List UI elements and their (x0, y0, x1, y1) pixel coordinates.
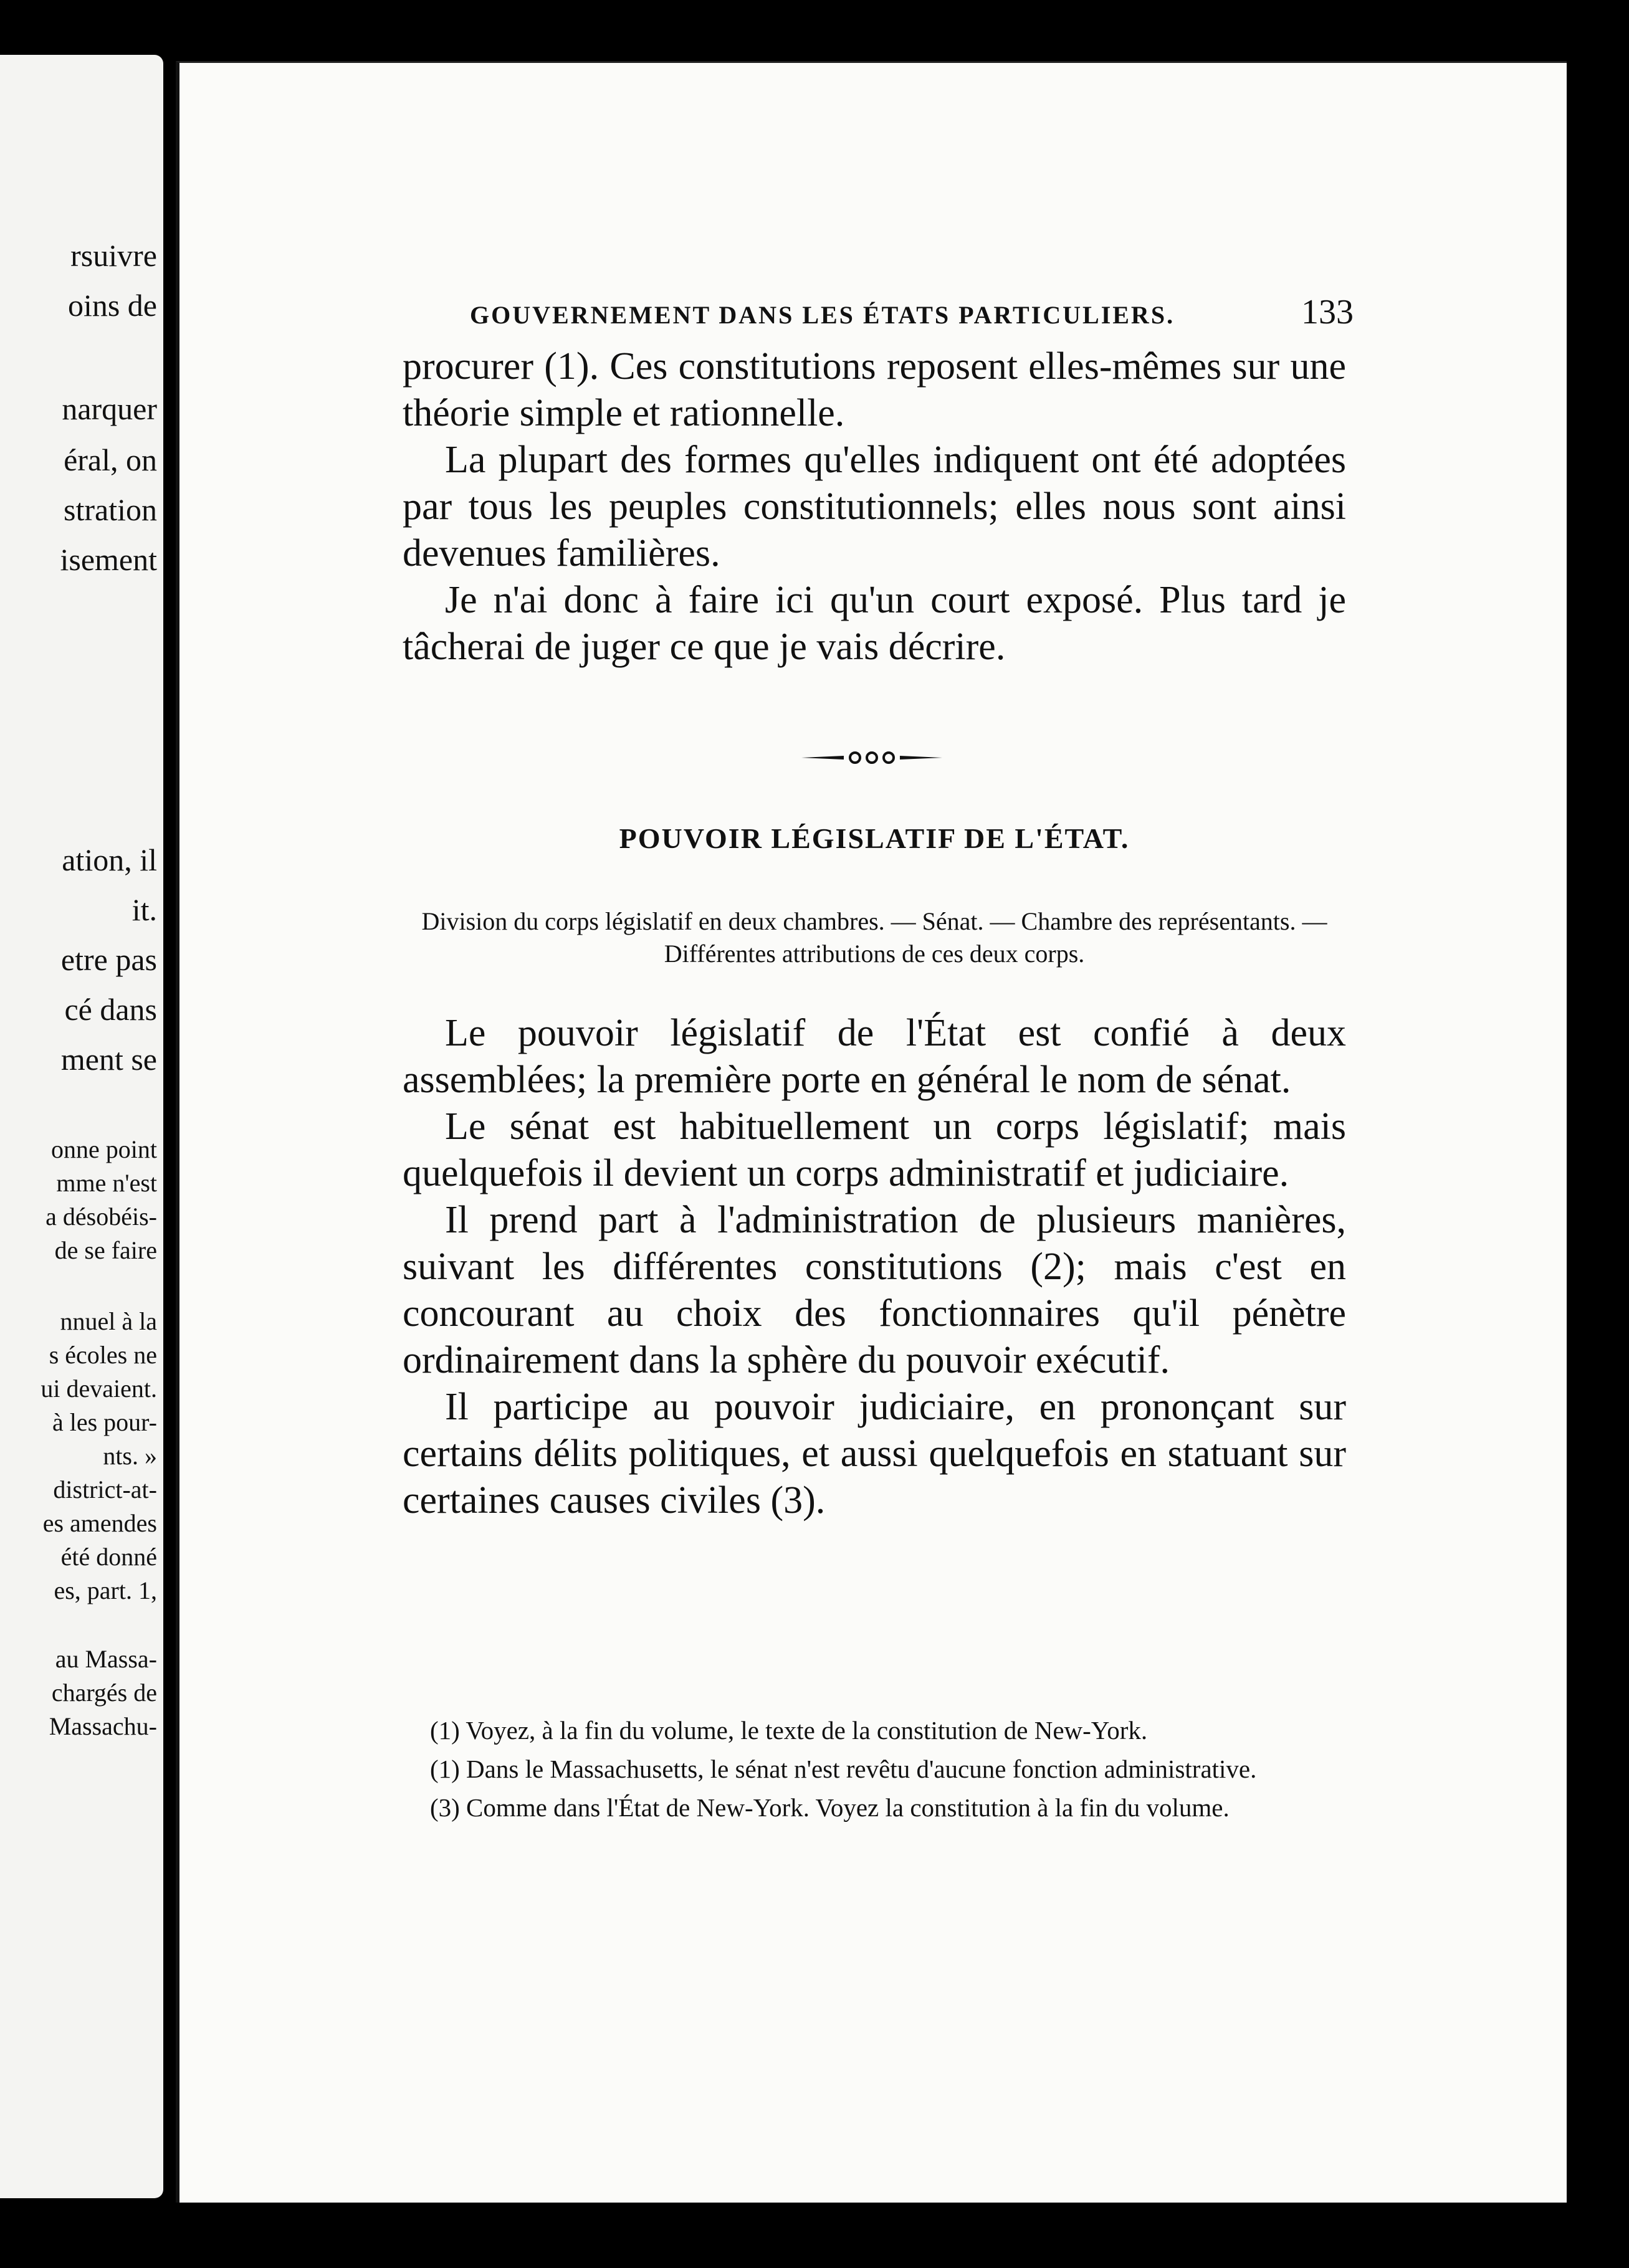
body-paragraph: Le sénat est habituellement un corps législatif; mais quelquefois il devient un corps administratif et judiciaire. (403, 1105, 1346, 1194)
left-page-line: etre pas (60, 942, 157, 977)
left-page-line: es amendes (42, 1509, 157, 1537)
left-page-line: narquer (62, 391, 157, 426)
page-number: 133 (1301, 293, 1354, 331)
left-page-line: it. (131, 892, 157, 927)
left-page-line: rsuivre (70, 238, 157, 273)
left-page-line: mme n'est (56, 1169, 157, 1197)
left-page-line: nnuel à la (60, 1307, 157, 1335)
left-page-line: isement (60, 542, 157, 577)
body-paragraph: Il participe au pouvoir judiciaire, en prononçant sur certains délits politiques, et aussi quelquefois en statuant sur certaines causes civiles (3). (403, 1386, 1346, 1522)
left-page-line: Massachu- (49, 1712, 157, 1740)
left-page-line: cé dans (64, 992, 157, 1027)
main-text (403, 1010, 1346, 1524)
left-page-line: chargés de (51, 1679, 157, 1707)
intro-paragraph: Je n'ai donc à faire ici qu'un court exposé. Plus tard je tâcherai de juger ce que je vais décrire. (403, 579, 1346, 668)
intro-paragraph: La plupart des formes qu'elles indiquent ont été adoptées par tous les peuples constitutionnels; elles nous sont ainsi devenues familières. (403, 439, 1346, 574)
book-spine (163, 50, 174, 2212)
left-page-line: éral, on (64, 442, 157, 477)
section-ornament (800, 748, 943, 767)
left-page-line: à les pour- (52, 1408, 157, 1436)
left-page-line: onne point (51, 1135, 157, 1163)
body-paragraph: Il prend part à l'administration de plusieurs manières, suivant les différentes constitutions (2); mais c'est en concourant au choix des fonctionnaires qu'il pénètre ordinairement dans la sphère du pouvoir exécutif. (403, 1199, 1346, 1381)
left-page-line: au Massa- (55, 1645, 157, 1673)
left-page-line: ation, il (62, 842, 157, 877)
main-page (176, 61, 1567, 2203)
left-page-line: es, part. 1, (54, 1576, 157, 1604)
left-page-line: stration (64, 492, 157, 527)
running-title: GOUVERNEMENT DANS LES ÉTATS PARTICULIERS. (470, 301, 1175, 329)
left-page-line: ment se (60, 1042, 157, 1077)
section-title: POUVOIR LÉGISLATIF DE L'ÉTAT. (619, 822, 1130, 854)
left-page-fragment (0, 55, 163, 2198)
left-page-line: s écoles ne (49, 1341, 157, 1369)
left-page-line: ui devaient. (41, 1375, 157, 1403)
running-header (470, 292, 1354, 332)
intro-paragraph: procurer (1). Ces constitutions reposent elles-mêmes sur une théorie simple et rationnelle. (403, 345, 1346, 434)
section-summary: Division du corps législatif en deux chambres. — Sénat. — Chambre des représentants. — Différentes attributions de ces deux corps. (421, 907, 1327, 968)
footnotes (399, 1714, 1346, 1830)
body-paragraph: Le pouvoir législatif de l'État est confié à deux assemblées; la première porte en général le nom de sénat. (403, 1012, 1346, 1101)
left-page-line: oins de (67, 288, 157, 323)
footnote: (3) Comme dans l'État de New-York. Voyez la constitution à la fin du volume. (430, 1793, 1230, 1822)
footnote: (1) Voyez, à la fin du volume, le texte de la constitution de New-York. (430, 1716, 1148, 1745)
left-page-line: été donné (60, 1543, 157, 1571)
left-page-line: de se faire (54, 1236, 157, 1264)
footnote: (1) Dans le Massachusetts, le sénat n'est revêtu d'aucune fonction administrative. (430, 1755, 1257, 1783)
left-page-line: a désobéis- (45, 1203, 157, 1231)
intro-text (403, 343, 1346, 670)
left-page-line: district-at- (53, 1475, 157, 1503)
left-page-line: nts. » (103, 1442, 157, 1470)
